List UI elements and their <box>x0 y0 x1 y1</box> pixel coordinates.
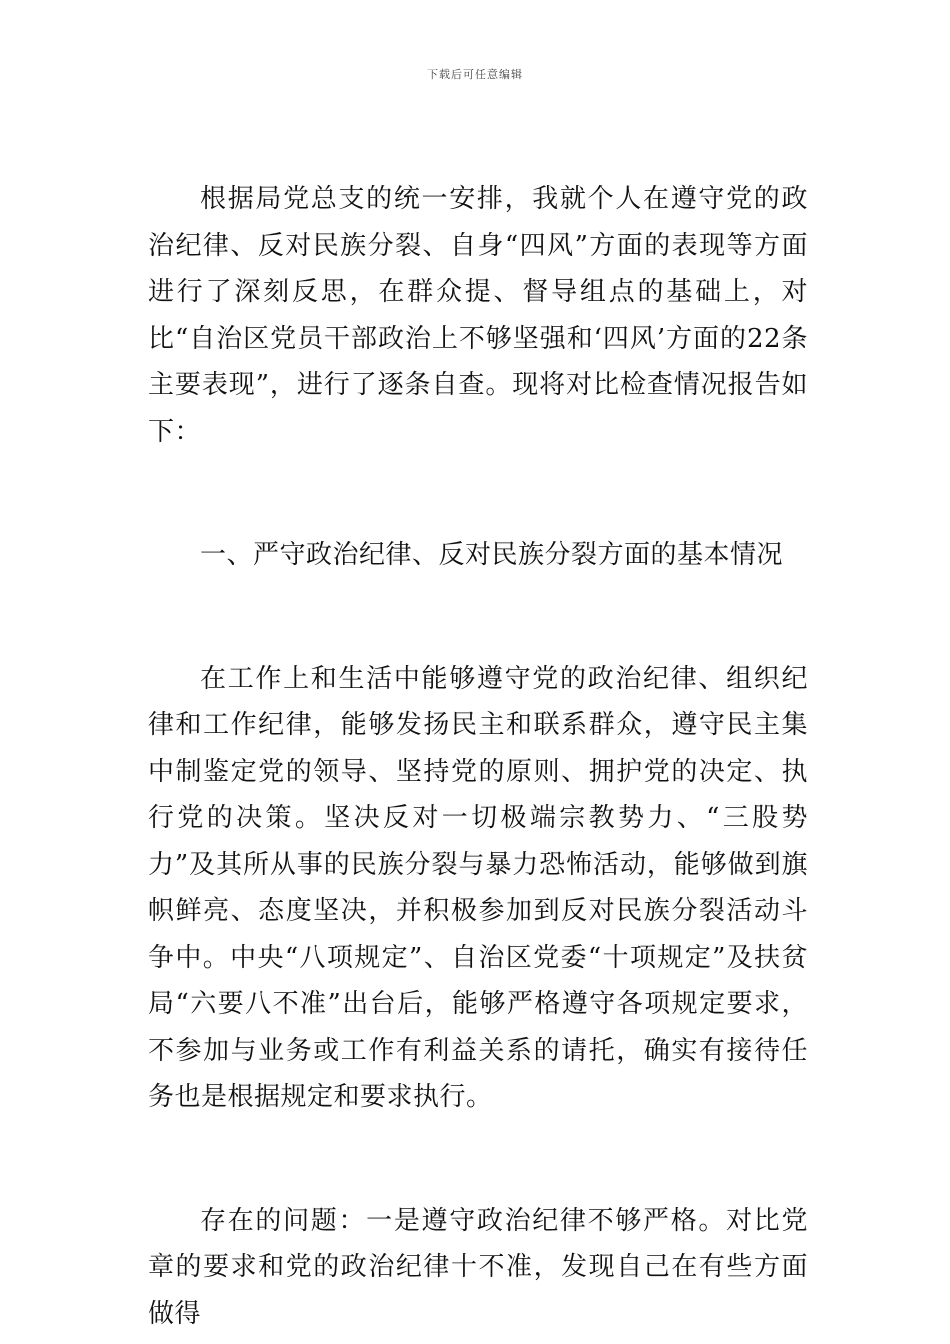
document-body <box>148 176 808 1337</box>
paragraph-intro: 根据局党总支的统一安排，我就个人在遵守党的政治纪律、反对民族分裂、自身“四风”方面的表现等方面进行了深刻反思，在群众提、督导组点的基础上，对比“自治区党员干部政治上不够坚强和‘四风’方面的22条主要表现”，进行了逐条自查。现将对比检查情况报告如下： <box>148 184 808 447</box>
section-heading: 一、严守政治纪律、反对民族分裂方面的基本情况 <box>200 540 784 570</box>
page-header: 下载后可任意编辑 <box>427 68 523 81</box>
paragraph-basic-situation: 在工作上和生活中能够遵守党的政治纪律、组织纪律和工作纪律，能够发扬民主和联系群众，遵守民主集中制鉴定党的领导、坚持党的原则、拥护党的决定、执行党的决策。坚决反对一切极端宗教势力、“三股势力”及其所从事的民族分裂与暴力恐怖活动，能够做到旗帜鲜亮、态度坚决，并积极参加到反对民族分裂活动斗争中。中央“八项规定”、自治区党委“十项规定”及扶贫局“六要八不准”出台后，能够严格遵守各项规定要求，不参加与业务或工作有利益关系的请托，确实有接待任务也是根据规定和要求执行。 <box>148 663 808 1112</box>
paragraph-problems: 存在的问题：一是遵守政治纪律不够严格。对比党章的要求和党的政治纪律十不准，发现自己在有些方面做得 <box>148 1205 808 1329</box>
